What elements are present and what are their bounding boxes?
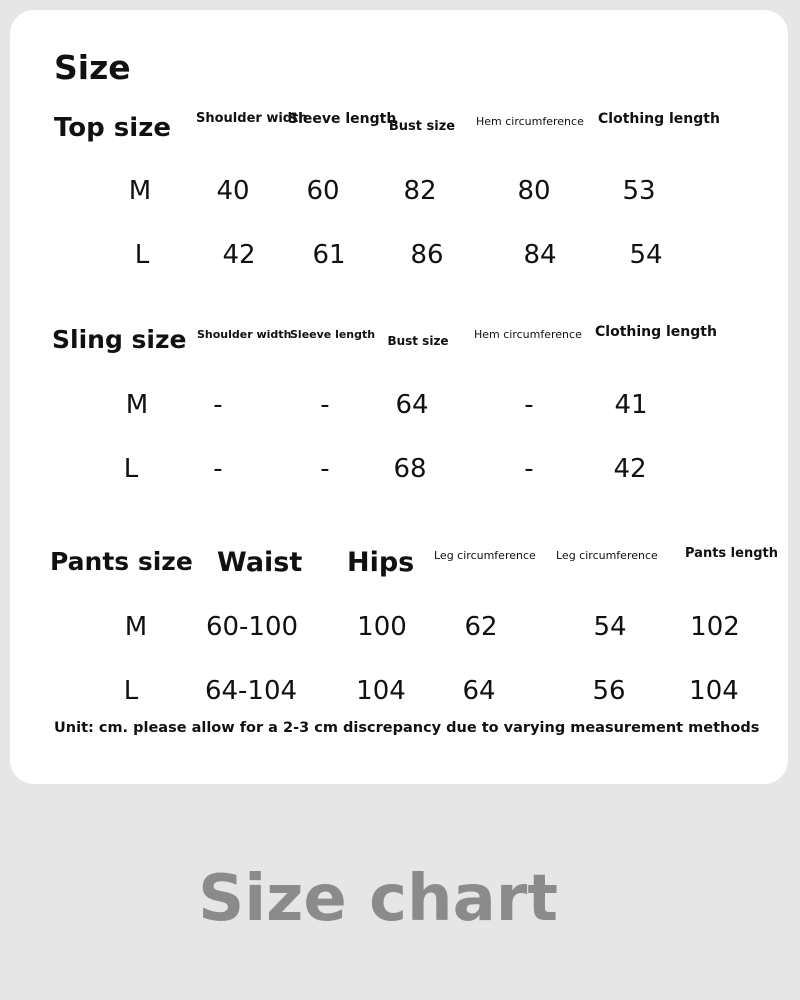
pants-l-waist: 64-104 bbox=[204, 676, 298, 706]
pants-l-hips: 104 bbox=[356, 676, 406, 706]
top-header-hem-circumference: Hem circumference bbox=[476, 115, 584, 128]
sling-l-bust: 68 bbox=[393, 454, 427, 484]
pants-l-leg-2: 56 bbox=[592, 676, 626, 706]
sling-l-clothing: 42 bbox=[613, 454, 647, 484]
top-row-l-size: L bbox=[134, 240, 150, 270]
pants-header-leg-circumference-2: Leg circumference bbox=[556, 549, 658, 562]
sling-l-shoulder: - bbox=[213, 454, 223, 484]
top-l-clothing: 54 bbox=[629, 240, 663, 270]
sling-size-title: Sling size bbox=[52, 325, 187, 354]
page-heading: Size bbox=[54, 48, 131, 87]
sling-m-shoulder: - bbox=[213, 390, 223, 420]
sling-row-m-size: M bbox=[125, 390, 149, 420]
pants-header-waist: Waist bbox=[217, 547, 303, 578]
pants-header-leg-circumference-1: Leg circumference bbox=[434, 549, 536, 562]
top-row-m-size: M bbox=[128, 176, 152, 206]
top-m-hem: 80 bbox=[517, 176, 551, 206]
sling-header-clothing-length: Clothing length bbox=[595, 324, 717, 340]
top-l-sleeve: 61 bbox=[312, 240, 346, 270]
sling-m-bust: 64 bbox=[395, 390, 429, 420]
pants-l-length: 104 bbox=[689, 676, 739, 706]
top-l-bust: 86 bbox=[410, 240, 444, 270]
unit-note: Unit: cm. please allow for a 2-3 cm discrepancy due to varying measurement methods bbox=[54, 720, 760, 736]
top-m-shoulder: 40 bbox=[216, 176, 250, 206]
pants-m-leg-2: 54 bbox=[593, 612, 627, 642]
pants-m-hips: 100 bbox=[357, 612, 407, 642]
pants-header-hips: Hips bbox=[347, 547, 415, 578]
sling-row-l-size: L bbox=[123, 454, 139, 484]
top-header-sleeve-length: Sleeve length bbox=[288, 111, 397, 127]
sling-m-clothing: 41 bbox=[614, 390, 648, 420]
sling-l-sleeve: - bbox=[320, 454, 330, 484]
sling-header-hem-circumference: Hem circumference bbox=[474, 328, 582, 341]
sling-l-hem: - bbox=[524, 454, 534, 484]
top-l-hem: 84 bbox=[523, 240, 557, 270]
top-m-bust: 82 bbox=[403, 176, 437, 206]
top-m-clothing: 53 bbox=[622, 176, 656, 206]
sling-header-sleeve-length: Sleeve length bbox=[290, 328, 376, 341]
sling-header-bust-size: Bust size bbox=[387, 334, 449, 348]
top-header-shoulder-width: Shoulder width bbox=[196, 111, 308, 126]
top-header-bust-size: Bust size bbox=[388, 119, 456, 134]
sling-m-hem: - bbox=[524, 390, 534, 420]
top-m-sleeve: 60 bbox=[306, 176, 340, 206]
sling-m-sleeve: - bbox=[320, 390, 330, 420]
pants-row-m-size: M bbox=[124, 612, 148, 642]
top-size-title: Top size bbox=[54, 113, 171, 143]
pants-l-leg-1: 64 bbox=[462, 676, 496, 706]
pants-size-title: Pants size bbox=[50, 547, 193, 576]
pants-m-waist: 60-100 bbox=[205, 612, 299, 642]
pants-m-leg-1: 62 bbox=[464, 612, 498, 642]
size-chart-title: Size chart bbox=[198, 862, 558, 936]
pants-row-l-size: L bbox=[123, 676, 139, 706]
pants-m-length: 102 bbox=[690, 612, 740, 642]
top-header-clothing-length: Clothing length bbox=[598, 111, 720, 127]
top-l-shoulder: 42 bbox=[222, 240, 256, 270]
sling-header-shoulder-width: Shoulder width bbox=[197, 328, 292, 341]
pants-header-pants-length: Pants length bbox=[685, 546, 778, 561]
size-card bbox=[10, 10, 788, 784]
